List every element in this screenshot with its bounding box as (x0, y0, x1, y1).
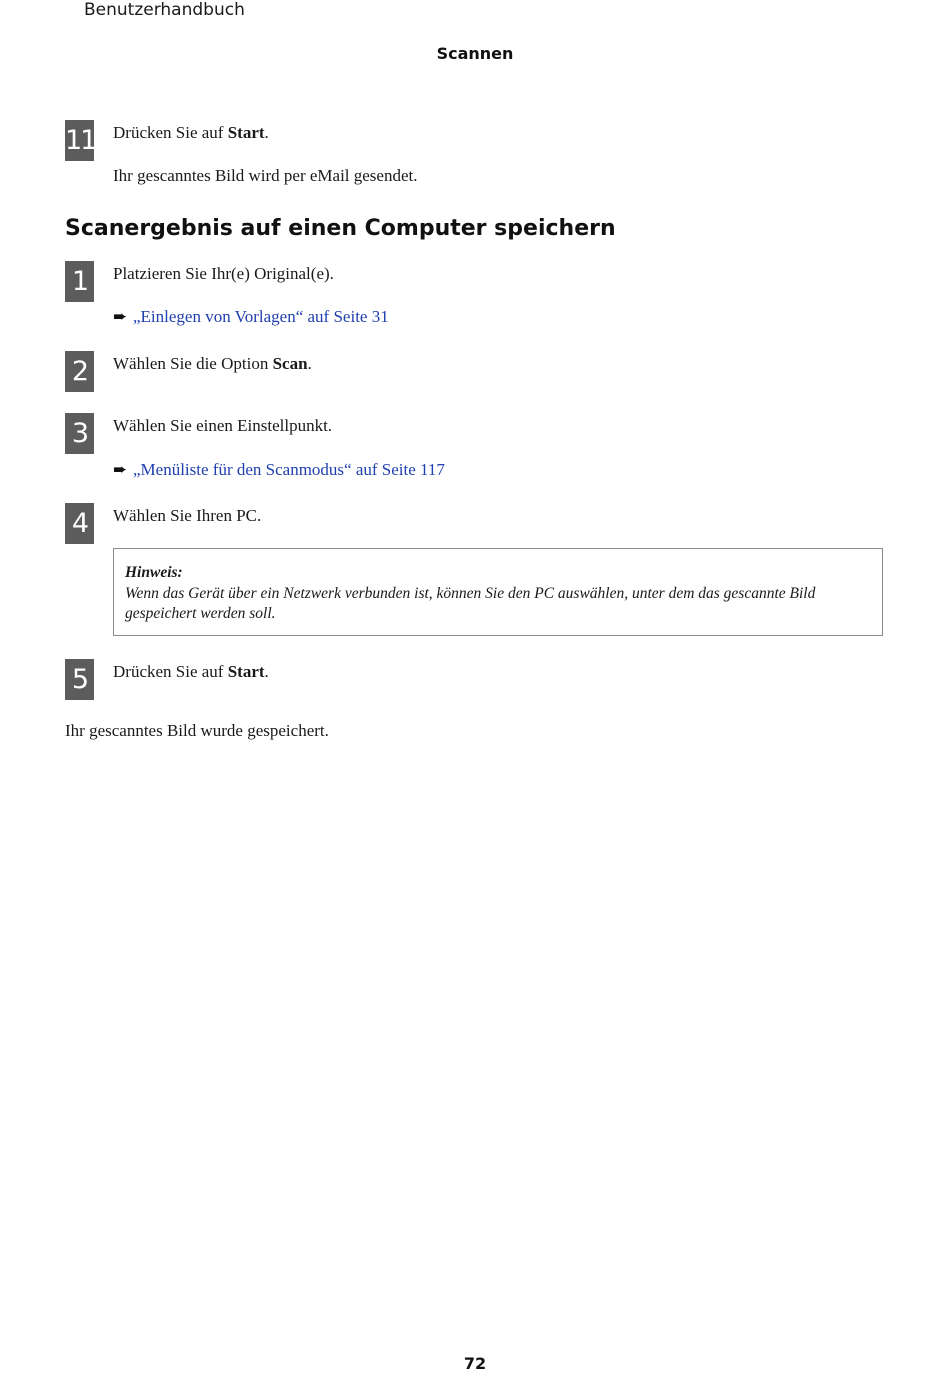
note-title: Hinweis: (125, 564, 183, 581)
page-number: 72 (463, 1354, 487, 1373)
step-number-badge: 11 (65, 120, 94, 161)
closing-text: Ihr gescanntes Bild wurde gespeichert. (65, 721, 329, 740)
link-text[interactable]: „Menüliste für den Scanmodus“ auf Seite 117 (133, 460, 445, 479)
step-number-badge: 5 (65, 659, 94, 700)
step-number-badge: 4 (65, 503, 94, 544)
link-text[interactable]: „Einlegen von Vorlagen“ auf Seite 31 (133, 307, 389, 326)
step-instruction: Platzieren Sie Ihr(e) Original(e). (113, 264, 334, 283)
note-box (113, 548, 883, 636)
note-body: Wenn das Gerät über ein Netzwerk verbunden ist, können Sie den PC auswählen, unter dem das gescannte Bild gespeichert werden soll. (125, 584, 816, 622)
cross-reference-link[interactable] (113, 307, 389, 327)
step-instruction: Wählen Sie Ihren PC. (113, 506, 262, 525)
ui-term-start: Start (227, 123, 265, 142)
ui-term-start: Start (227, 662, 265, 681)
step-number-badge: 2 (65, 351, 94, 392)
section-heading: Scanergebnis auf einen Computer speichern (65, 216, 616, 241)
step-number-badge: 3 (65, 413, 94, 454)
cross-reference-link[interactable] (113, 460, 445, 480)
step-instruction: Wählen Sie die Option Scan. (113, 354, 312, 373)
right-arrow-icon: ➨ (113, 460, 128, 479)
step-number-badge: 1 (65, 261, 94, 302)
document-title: Benutzerhandbuch (84, 0, 245, 20)
step-instruction: Drücken Sie auf Start. (113, 662, 269, 681)
ui-term-scan: Scan (272, 354, 308, 373)
step-instruction: Drücken Sie auf Start. (113, 123, 269, 142)
step-instruction: Wählen Sie einen Einstellpunkt. (113, 416, 333, 435)
section-header: Scannen (436, 44, 514, 63)
right-arrow-icon: ➨ (113, 307, 128, 326)
step-result-text: Ihr gescanntes Bild wird per eMail gesendet. (113, 166, 418, 185)
